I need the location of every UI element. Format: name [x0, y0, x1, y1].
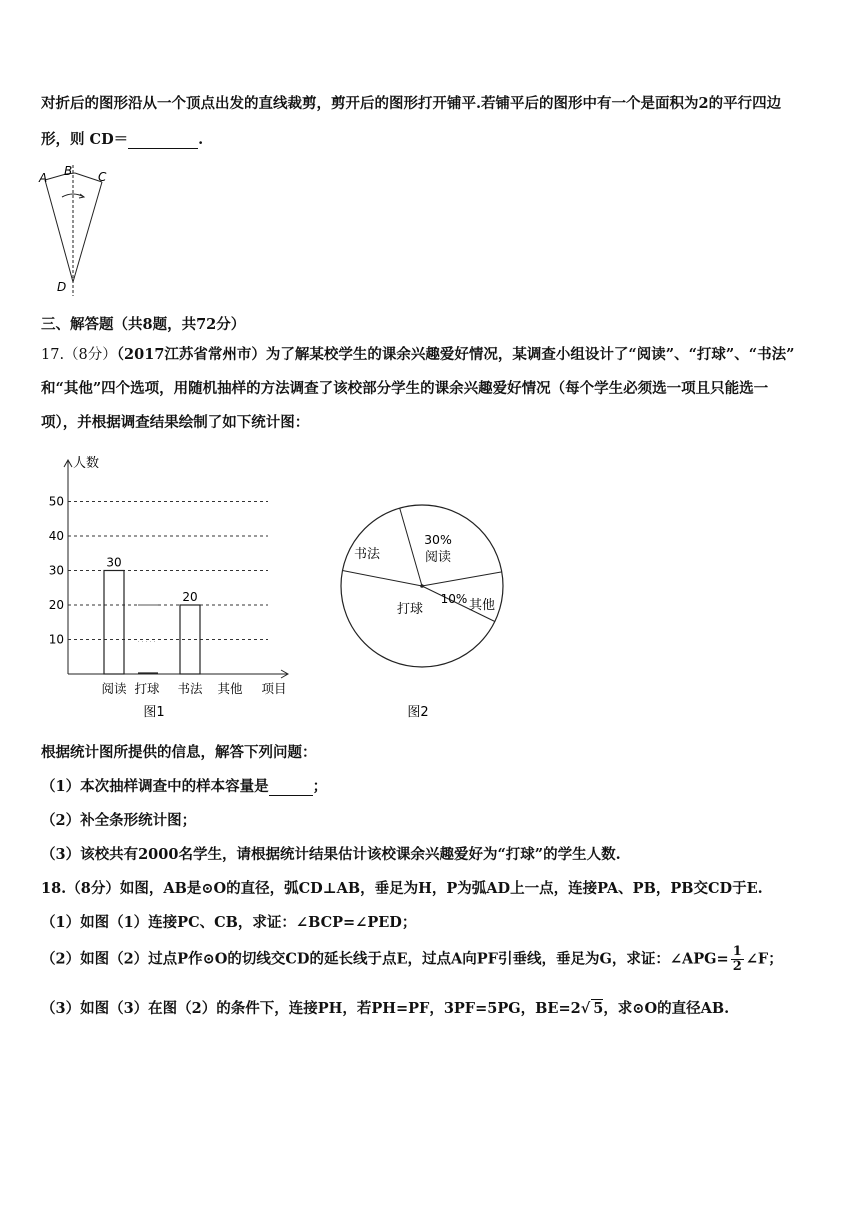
q17-source: （2017江苏省常州市） — [116, 346, 266, 363]
x-tick-label: 书法 — [177, 681, 203, 696]
q18-sub2-text: （2）如图（2）过点P作⊙O的切线交CD的延长线于点E，过点A向PF引垂线，垂足为G，求证：∠APG= — [41, 950, 729, 968]
pie-center — [420, 584, 424, 588]
label-a: A — [39, 171, 48, 185]
x-tick-label: 其他 — [217, 681, 243, 696]
sqrt-radicand: 5 — [593, 1000, 604, 1017]
q18-stem: 18.（8分）如图，AB是⊙O的直径，弧CD⊥AB，垂足为H，P为弧AD上一点，连接PA、PB，PB交CD于E. — [41, 880, 763, 897]
q18-sub1: （1）如图（1）连接PC、CB，求证：∠BCP=∠PED； — [41, 914, 417, 931]
q17-instruction: 根据统计图所提供的信息，解答下列问题： — [41, 744, 317, 761]
fraction-numerator: 1 — [732, 944, 742, 959]
q17-sub1-blank[interactable] — [269, 778, 313, 796]
x-tick-label: 打球 — [134, 681, 160, 696]
q16-text-line1: 对折后的图形沿从一个顶点出发的直线裁剪，剪开后的图形打开铺平.若铺平后的图形中有一个是面积为2的平行四边 — [41, 95, 782, 112]
q17-sub1-text: （1）本次抽样调查中的样本容量是 — [41, 778, 269, 795]
y-tick-label: 40 — [48, 529, 64, 543]
slice-label-reading: 阅读 — [424, 550, 452, 565]
q17-sub1-end: ； — [312, 778, 328, 795]
x-axis-label: 项目 — [261, 681, 287, 696]
data-label: 20 — [182, 590, 198, 604]
slice-divider — [422, 572, 502, 586]
q17-sub2: （2）补全条形统计图； — [41, 812, 197, 829]
y-tick-label: 50 — [48, 494, 64, 509]
q17-text-line3: 项），并根据调查结果绘制了如下统计图： — [41, 414, 310, 431]
x-tick-label: 阅读 — [101, 681, 127, 696]
folding-figure — [30, 160, 120, 300]
slice-percent-other: 10% — [440, 592, 468, 606]
q18-sub3-text: （3）如图（3）在图（2）的条件下，连接PH，若PH=PF，3PF=5PG，BE=2 — [41, 1000, 581, 1017]
slice-divider — [343, 571, 423, 587]
sqrt-symbol: √ — [580, 1000, 591, 1017]
q18-sub2 — [41, 945, 783, 974]
q18-sub2-end: ∠F； — [745, 950, 783, 968]
q17-number: 17.（8分） — [41, 347, 117, 363]
q18-sub3 — [41, 997, 729, 1018]
q16-text-line2 — [41, 128, 203, 149]
fraction-denominator: 2 — [732, 959, 742, 974]
pie-chart — [330, 500, 520, 725]
fraction-half — [731, 945, 744, 974]
q17-sub1 — [41, 775, 327, 796]
q17-sub3: （3）该校共有2000名学生，请根据统计结果估计该校课余兴趣爱好为“打球”的学生人数. — [41, 846, 621, 863]
q17-text-line2: 和“其他”四个选项，用随机抽样的方法调查了该校部分学生的课余兴趣爱好情况（每个学生必须选一项且只能选一 — [41, 380, 769, 397]
y-tick-label: 20 — [48, 598, 64, 612]
figure-1-caption: 图1 — [143, 705, 165, 720]
slice-percent-reading: 30% — [424, 532, 452, 547]
label-d: D — [57, 280, 67, 294]
bar-chart — [30, 450, 300, 725]
label-b: B — [64, 164, 73, 178]
slice-label-calligraphy: 书法 — [353, 547, 381, 562]
y-tick-label: 30 — [48, 563, 64, 578]
q18-sub3-end: ，求⊙O的直径AB. — [603, 1000, 730, 1017]
data-label: 30 — [106, 555, 122, 570]
figure-2-caption: 图2 — [407, 705, 429, 720]
q16-answer-blank[interactable] — [128, 131, 198, 149]
q16-line2-suffix: . — [198, 131, 204, 148]
q17-text1: 为了解某校学生的课余兴趣爱好情况，某调查小组设计了“阅读”、“打球”、“书法” — [265, 346, 795, 363]
section-3-heading: 三、解答题（共8题，共72分） — [41, 316, 246, 333]
bar — [104, 571, 124, 675]
label-c: C — [98, 170, 107, 184]
y-axis-label: 人数 — [73, 456, 100, 471]
slice-divider — [400, 508, 422, 586]
q17-text-line1 — [41, 343, 794, 364]
slice-label-other: 其他 — [468, 598, 496, 613]
slice-label-ball: 打球 — [396, 602, 424, 617]
y-tick-label: 10 — [48, 632, 64, 647]
q16-line2-prefix: 形，则 CD＝ — [41, 131, 129, 148]
